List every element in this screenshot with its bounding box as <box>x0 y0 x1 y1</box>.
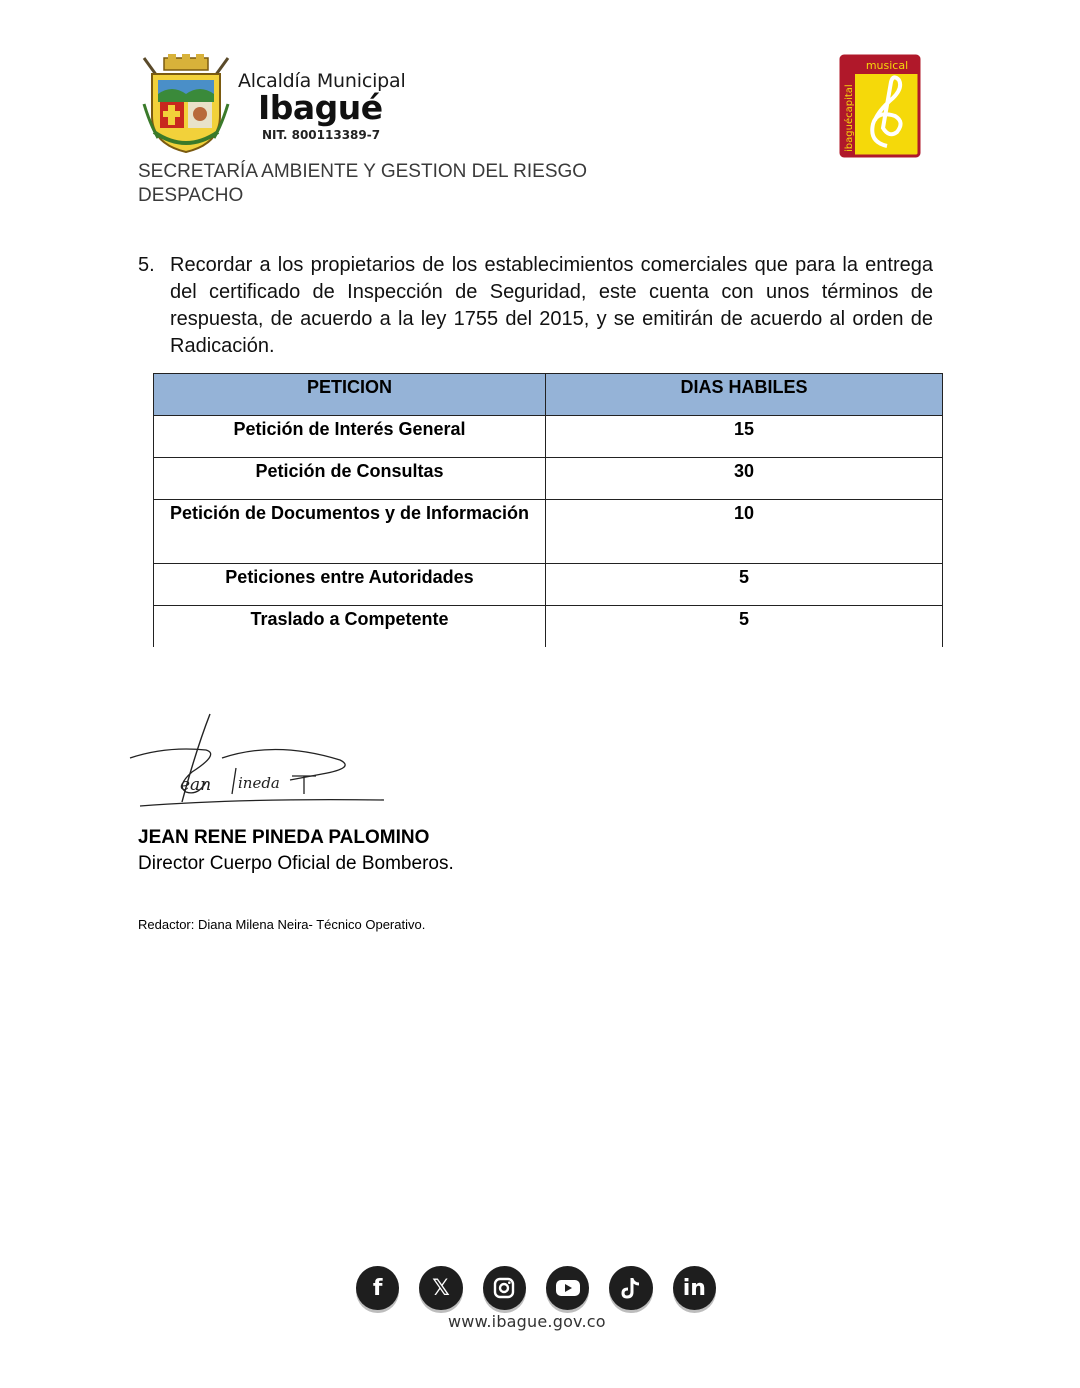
alcaldia-label: Alcaldía Municipal <box>238 70 406 92</box>
website-url[interactable]: www.ibague.gov.co <box>448 1312 606 1331</box>
business-days-cell: 15 <box>546 416 943 458</box>
nit-label: NIT. 800113389-7 <box>262 128 381 142</box>
list-item-number: 5. <box>138 254 155 276</box>
table-row <box>154 606 943 648</box>
petition-type-cell: Peticiones entre Autoridades <box>154 564 546 606</box>
petition-type-cell: Petición de Consultas <box>154 458 546 500</box>
linkedin-icon[interactable]: in <box>673 1266 716 1310</box>
city-name: Ibagué <box>258 88 383 127</box>
youtube-icon[interactable] <box>546 1266 589 1310</box>
table-row <box>154 416 943 458</box>
business-days-cell: 5 <box>546 606 943 648</box>
svg-text:ean: ean <box>180 775 212 795</box>
business-days-cell: 30 <box>546 458 943 500</box>
signer-role: Director Cuerpo Oficial de Bomberos. <box>138 853 454 874</box>
tiktok-icon[interactable] <box>609 1266 652 1310</box>
department-heading <box>138 160 587 208</box>
musical-text: musical <box>865 59 909 72</box>
business-days-cell: 5 <box>546 564 943 606</box>
department-line-1: SECRETARÍA AMBIENTE Y GESTION DEL RIESGO <box>138 161 588 182</box>
social-icons <box>356 1266 716 1310</box>
x-icon[interactable]: 𝕏 <box>419 1266 462 1310</box>
table-row <box>154 564 943 606</box>
header-peticion: PETICION <box>154 374 546 416</box>
list-item-text: Recordar a los propietarios de los establecimientos comerciales que para la entrega del certificado de Inspección de Seguridad, este cuenta con unos términos de respuesta, de acuerdo a la ley 1755 del 2015, y se emitirán de acuerdo al orden de Radicación. <box>170 254 933 357</box>
svg-text:ineda: ineda <box>238 774 280 792</box>
ibague-capital-musical-logo <box>839 54 921 158</box>
instagram-icon[interactable] <box>483 1266 526 1310</box>
facebook-icon[interactable]: f <box>356 1266 399 1310</box>
table-header-row <box>154 374 943 416</box>
musical-side-text: ibaguécapital <box>844 84 855 152</box>
department-line-2: DESPACHO <box>138 185 244 206</box>
handwritten-signature <box>126 710 388 810</box>
petition-type-cell: Traslado a Competente <box>154 606 546 648</box>
redactor-note: Redactor: Diana Milena Neira- Técnico Operativo. <box>138 917 426 932</box>
coat-of-arms-logo <box>140 54 232 154</box>
petition-type-cell: Petición de Documentos y de Información <box>154 500 546 564</box>
business-days-cell: 10 <box>546 500 943 564</box>
petition-type-cell: Petición de Interés General <box>154 416 546 458</box>
table-row <box>154 500 943 564</box>
petition-terms-table <box>153 373 943 647</box>
header-dias-habiles: DIAS HABILES <box>546 374 943 416</box>
signer-name: JEAN RENE PINEDA PALOMINO <box>138 827 430 848</box>
table-row <box>154 458 943 500</box>
